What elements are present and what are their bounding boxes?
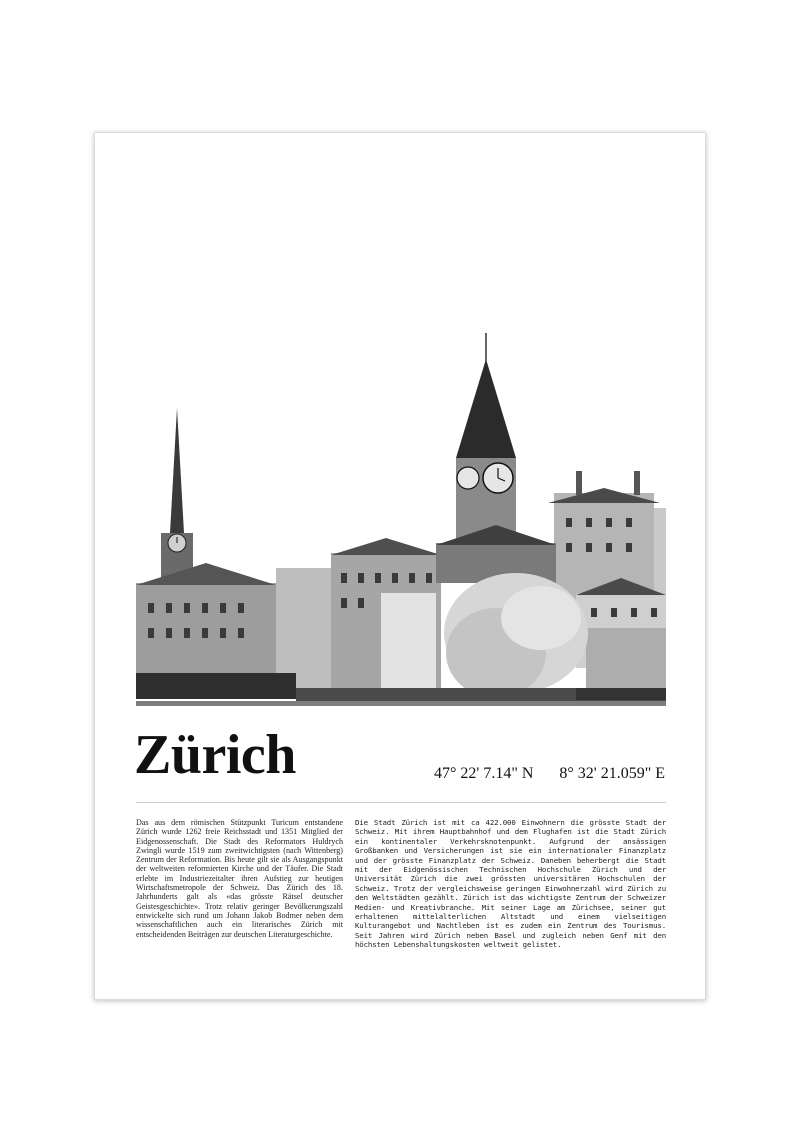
latitude-value: 47° 22' 7.14" N: [434, 765, 534, 782]
facts-text-column: Die Stadt Zürich ist mit ca 422.000 Einwohnern die grösste Stadt der Schweiz. Mit ihrem Hauptbahnhof und dem Flughafen ist die Stadt Zürich ein kontinentaler Verkehrsknotenpunkt. Aufgrund der ansässigen Großbanken und Versicherungen ist sie ein internationaler Finanzplatz und der grösste Finanzplatz der Schweiz. Daneben beherbergt die Stadt mit der Eidgenössischen Technischen Hochschule Zürich und der Universität Zürich die zwei grössten universitären Hochschulen der Schweiz. Trotz der vergleichsweise geringen Einwohnerzahl wird Zürich zu den Weltstädten gezählt. Zürich ist das wichtigste Zentrum der Schweizer Medien- und Kreativbranche. Mit seiner Lage am Zürichsee, seiner gut erhaltenen mittelalterlichen Altstadt und einem vielseitigen Kulturangebot und Nachtleben ist es zudem ein Zentrum des Tourismus. Seit Jahren wird Zürich neben Basel und zugleich neben Genf mit den höchsten Lebenshaltungskosten weltweit gelistet.: [355, 818, 666, 950]
city-photo: [136, 233, 666, 706]
city-title: Zürich: [134, 724, 296, 786]
divider-line: [136, 802, 666, 803]
longitude-value: 8° 32' 21.059" E: [559, 765, 665, 782]
zurich-skyline-illustration: [136, 233, 666, 706]
coordinates: [412, 765, 665, 783]
poster: [94, 132, 706, 1000]
history-text-column: Das aus dem römischen Stützpunkt Turicum entstandene Zürich wurde 1262 freie Reichsstadt und 1351 Mitglied der Eidgenossenschaft. Die Stadt des Reformators Huldrych Zwingli wurde 1519 zum zweitwichtigsten (nach Wittenberg) Zentrum der Reformation. Bis heute gilt sie als Ausgangspunkt der weltweiten reformierten Kirche und der Täufer. Die Stadt erlebte im Industriezeitalter ihren Aufstieg zur heutigen Wirtschaftsmetropole der Schweiz. Das Zürich des 18. Jahrhunderts galt als «das grösste Rätsel deutscher Geistesgeschichte». Trotz relativ geringer Bevölkerungszahl entwickelte sich rund um Johann Jakob Bodmer neben dem wissenschaftlichen auch ein literarisches Zürich mit entscheidenden Beiträgen zur deutschen Literaturgeschichte.: [136, 818, 343, 939]
